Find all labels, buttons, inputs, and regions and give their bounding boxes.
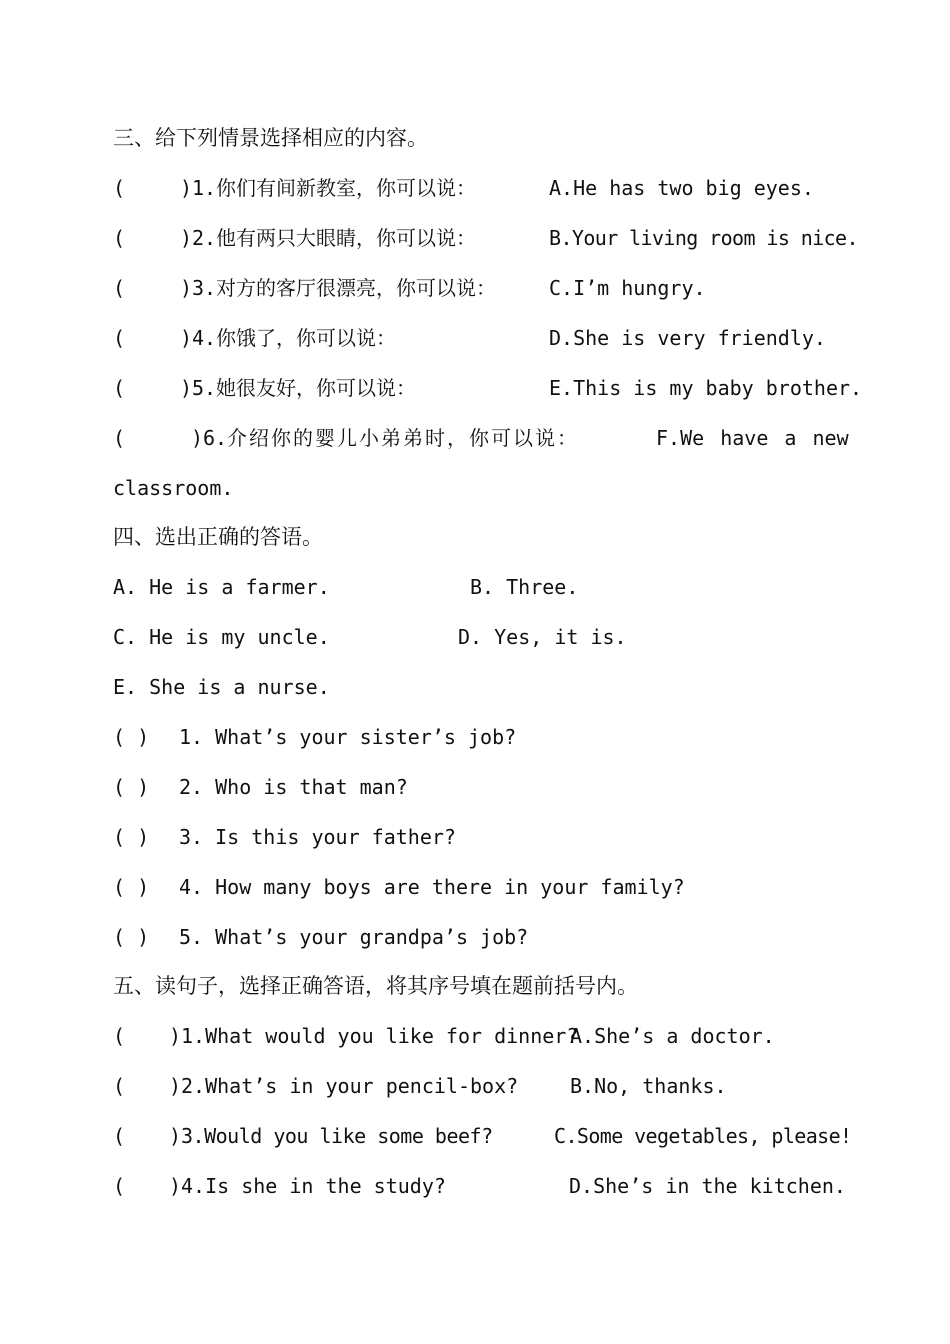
item-number: 5. (192, 376, 217, 400)
option-b: B. Three. (470, 575, 579, 599)
item-option: E.This is my baby brother. (549, 376, 863, 400)
item-question: 4.Is she in the study? (181, 1174, 446, 1198)
item-option: A.She’s a doctor. (570, 1024, 775, 1048)
answer-paren-close: ) (169, 1024, 182, 1048)
question-text: 4. How many boys are there in your family? (179, 875, 685, 899)
answer-paren-close: ) (180, 276, 193, 300)
answer-paren-open: ( (113, 1074, 126, 1098)
item-question: 对方的客厅很漂亮，你可以说： (216, 276, 496, 300)
answer-parens: ( ) (113, 775, 150, 799)
section4-question-3 (113, 822, 613, 852)
section3-item-6 (113, 423, 849, 453)
item-question: 1.What would you like for dinner? (181, 1024, 579, 1048)
answer-paren-open: ( (113, 226, 126, 250)
section5-item-4 (113, 1171, 846, 1201)
section4-question-4 (113, 872, 713, 902)
item-option: B.Your living room is nice. (549, 226, 858, 250)
section5-item-1 (113, 1021, 843, 1051)
item-option: F.We have a new (656, 426, 849, 450)
answer-parens: ( ) (113, 875, 150, 899)
item-option: C.I’m hungry. (549, 276, 706, 300)
item-question: 2.What’s in your pencil-box? (181, 1074, 519, 1098)
section5-item-2 (113, 1071, 843, 1101)
section3-item-2 (113, 223, 858, 253)
answer-parens: ( ) (113, 725, 150, 749)
answer-paren-close: ) (169, 1074, 182, 1098)
option-c: C. He is my uncle. (113, 625, 330, 649)
item-number: 6. (203, 426, 228, 450)
item-question: 3.Would you like some beef? (181, 1124, 493, 1148)
question-text: 3. Is this your father? (179, 825, 456, 849)
section4-question-2 (113, 772, 613, 802)
answer-paren-close: ) (180, 176, 193, 200)
section3-heading: 三、给下列情景选择相应的内容。 (113, 126, 428, 150)
section4-question-5 (113, 922, 613, 952)
option-e: E. She is a nurse. (113, 675, 330, 699)
item-option: D.She is very friendly. (549, 326, 826, 350)
item-number: 1. (192, 176, 217, 200)
option-a: A. He is a farmer. (113, 575, 330, 599)
answer-paren-open: ( (113, 1174, 126, 1198)
option-d: D. Yes, it is. (458, 625, 627, 649)
section4-question-1 (113, 722, 613, 752)
item-question: 你饿了，你可以说： (216, 326, 396, 350)
item-number: 3. (192, 276, 217, 300)
answer-paren-close: ) (180, 376, 193, 400)
answer-paren-open: ( (113, 326, 126, 350)
item-option: A.He has two big eyes. (549, 176, 814, 200)
item-option: B.No, thanks. (570, 1074, 727, 1098)
answer-paren-close: ) (191, 426, 204, 450)
answer-paren-open: ( (113, 176, 126, 200)
section3-item-1 (113, 173, 843, 203)
section3-item-6-wrap: classroom. (113, 476, 234, 500)
answer-paren-open: ( (113, 276, 126, 300)
section5-heading: 五、读句子，选择正确答语，将其序号填在题前括号内。 (113, 974, 638, 998)
answer-parens: ( ) (113, 925, 150, 949)
answer-paren-close: ) (169, 1174, 182, 1198)
section3-item-4 (113, 323, 843, 353)
item-number: 2. (192, 226, 217, 250)
section5-item-3 (113, 1121, 852, 1151)
item-option: C.Some vegetables, please! (554, 1124, 852, 1148)
answer-paren-close: ) (180, 326, 193, 350)
section4-options-row-2 (113, 622, 633, 652)
question-text: 1. What’s your sister’s job? (179, 725, 517, 749)
item-question: 她很友好，你可以说： (216, 376, 416, 400)
answer-paren-close: ) (169, 1124, 182, 1148)
section4-heading: 四、选出正确的答语。 (113, 525, 323, 549)
answer-paren-open: ( (113, 376, 126, 400)
item-number: 4. (192, 326, 217, 350)
section3-item-3 (113, 273, 843, 303)
question-text: 2. Who is that man? (179, 775, 408, 799)
section3-item-5 (113, 373, 863, 403)
answer-paren-open: ( (113, 1024, 126, 1048)
question-text: 5. What’s your grandpa’s job? (179, 925, 529, 949)
item-question: 介绍你的婴儿小弟弟时，你可以说： (227, 426, 579, 450)
item-question: 他有两只大眼睛，你可以说： (216, 226, 476, 250)
section4-options-row-1 (113, 572, 613, 602)
answer-paren-close: ) (180, 226, 193, 250)
answer-parens: ( ) (113, 825, 150, 849)
item-option: D.She’s in the kitchen. (569, 1174, 846, 1198)
item-question: 你们有间新教室，你可以说： (216, 176, 476, 200)
answer-paren-open: ( (113, 1124, 126, 1148)
answer-paren-open: ( (113, 426, 126, 450)
